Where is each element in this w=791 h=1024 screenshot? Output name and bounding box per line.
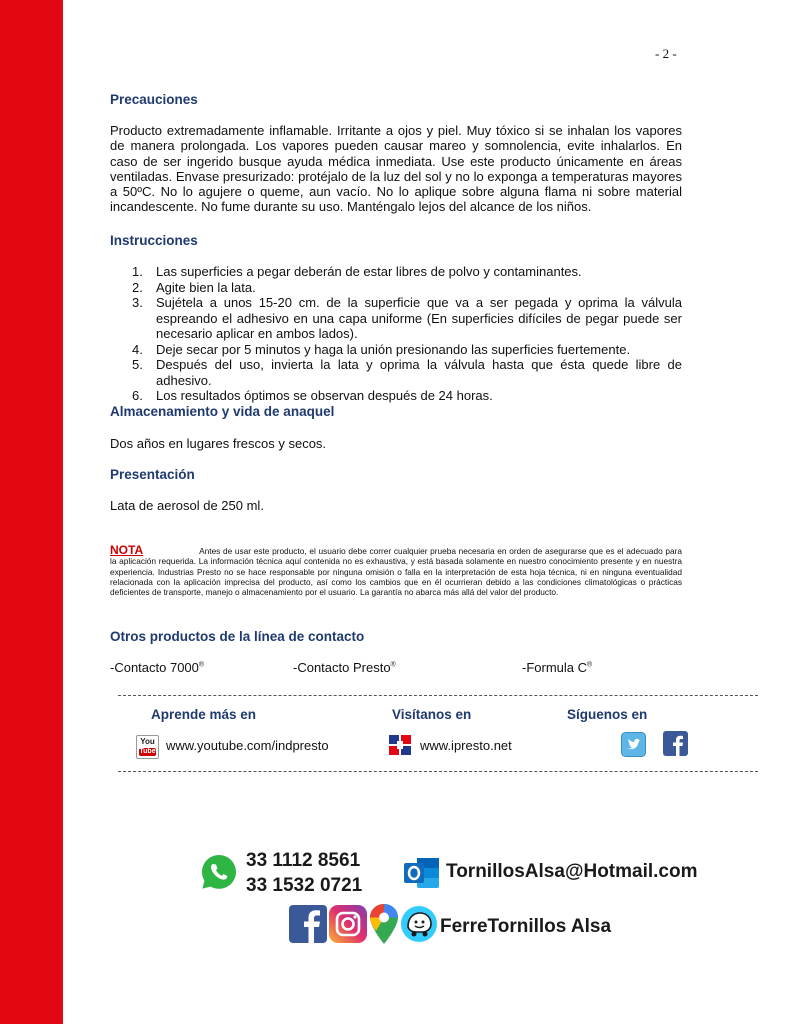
list-item <box>110 295 682 342</box>
product-item <box>293 660 396 675</box>
disclaimer-note <box>110 545 682 597</box>
list-item <box>110 357 682 388</box>
list-item <box>110 388 682 404</box>
list-item-number: 1. <box>132 264 143 279</box>
page-number: - 2 - <box>655 46 677 61</box>
section-title-otros-productos: Otros productos de la línea de contacto <box>110 629 365 644</box>
section-title-almacenamiento: Almacenamiento y vida de anaquel <box>110 404 335 419</box>
list-item-number: 2. <box>132 279 143 295</box>
section-title-presentacion: Presentación <box>110 467 195 482</box>
list-item-number: 4. <box>132 341 143 357</box>
product-item <box>522 660 592 675</box>
waze-icon[interactable] <box>400 905 438 943</box>
precauciones-text: Producto extremadamente inflamable. Irritante a ojos y piel. Muy tóxico si se inhalan los vapores de manera prolongada. Los vapores pueden causar mareo y somnolencia, evite inhalarlos. En caso de ser ingerido busque ayuda médica inmediata. Use este producto únicamente en áreas ventiladas. Envase presurizado: protéjalo de la luz del sol y no lo exponga a temperaturas mayores a 50ºC. No lo agujere o queme, aun vacío. No lo aplique sobre alguna flama ni sobre material incandescente. No fume durante su uso. Manténgalo lejos del alcance de los niños. <box>110 123 682 215</box>
list-item-text: Después del uso, invierta la lata y oprima la válvula hasta que ésta quede libre de adhesivo. <box>156 357 682 388</box>
note-label: NOTA <box>110 543 144 557</box>
learn-more-title: Aprende más en <box>151 707 257 722</box>
facebook-icon[interactable] <box>663 731 688 756</box>
outlook-icon[interactable] <box>403 855 441 891</box>
section-title-instrucciones: Instrucciones <box>110 233 198 248</box>
youtube-icon[interactable] <box>136 735 159 759</box>
youtube-icon-sub: Tube <box>139 748 156 755</box>
product-name: -Contacto 7000 <box>110 660 199 675</box>
youtube-icon-word: You <box>140 737 155 746</box>
facebook-logo-icon[interactable] <box>289 905 327 943</box>
youtube-link[interactable]: www.youtube.com/indpresto <box>166 738 329 753</box>
note-text: Antes de usar este producto, el usuario debe correr cualquier prueba necesaria en orden de asegurarse que es el adecuado para la aplicación requerida. La información técnica aquí contenida no es exhaustiva, y está basada solamente en nuestro conocimiento presente y en nuestra experiencia. Industrias Presto no se hace responsable por ninguna omisión o falla en la interpretación de esta hoja técnica, ni en ninguna eventualidad relacionada con la aplicación imprecisa del producto, así como los cambios que en él ocurrieran debido a las condiciones climatológicas o prácticas deficientes de transporte, manejo o almacenamiento por el usuario. La garantía no abarca más allá del valor del producto. <box>110 546 682 598</box>
list-item-number: 5. <box>132 357 143 372</box>
almacenamiento-text: Dos años en lugares frescos y secos. <box>110 436 327 451</box>
list-item-text: Deje secar por 5 minutos y haga la unión presionando las superficies fuertemente. <box>156 341 631 357</box>
side-color-bar <box>0 0 63 1024</box>
product-name: -Formula C <box>522 660 588 675</box>
list-item-number: 3. <box>132 295 143 310</box>
list-item-text: Sujételа a unos 15-20 cm. de la superficie que va a ser pegada y oprima la válvula espreando el adhesivo en una capa uniforme (En superficies difíciles de pegar puede ser necesario aplicar en ambos lados). <box>156 295 682 341</box>
twitter-icon[interactable] <box>621 732 646 757</box>
product-name: -Contacto Presto <box>293 660 391 675</box>
phone-number-1: 33 1112 8561 <box>246 850 361 871</box>
business-name: FerreTornillos Alsa <box>440 916 612 937</box>
website-link[interactable]: www.ipresto.net <box>420 738 512 753</box>
list-item <box>110 264 682 280</box>
divider-bottom <box>118 771 758 772</box>
contact-email: TornillosAlsa@Hotmail.com <box>446 861 698 882</box>
registered-mark: ® <box>587 661 593 669</box>
product-item <box>110 660 204 675</box>
visit-us-title: Visítanos en <box>392 707 472 722</box>
instagram-icon[interactable] <box>329 905 367 943</box>
list-item-text: Los resultados óptimos se observan después de 24 horas. <box>156 388 493 403</box>
list-item-number: 6. <box>132 388 143 403</box>
phone-number-2: 33 1532 0721 <box>246 875 363 896</box>
registered-mark: ® <box>198 661 205 669</box>
follow-us-title: Síguenos en <box>567 707 648 722</box>
presentacion-text: Lata de aerosol de 250 ml. <box>110 498 264 513</box>
section-title-precauciones: Precauciones <box>110 92 198 107</box>
list-item-text: Las superficies a pegar deberán de estar libres de polvo y contaminantes. <box>156 264 582 279</box>
list-item <box>110 342 682 358</box>
presto-logo-icon <box>388 733 412 757</box>
list-item <box>110 280 682 296</box>
instructions-list <box>110 264 682 404</box>
whatsapp-icon[interactable] <box>200 853 238 891</box>
registered-mark: ® <box>390 661 396 669</box>
list-item-text: Agite bien la lata. <box>156 279 256 295</box>
google-maps-icon[interactable] <box>369 903 399 945</box>
divider-top <box>118 695 758 696</box>
